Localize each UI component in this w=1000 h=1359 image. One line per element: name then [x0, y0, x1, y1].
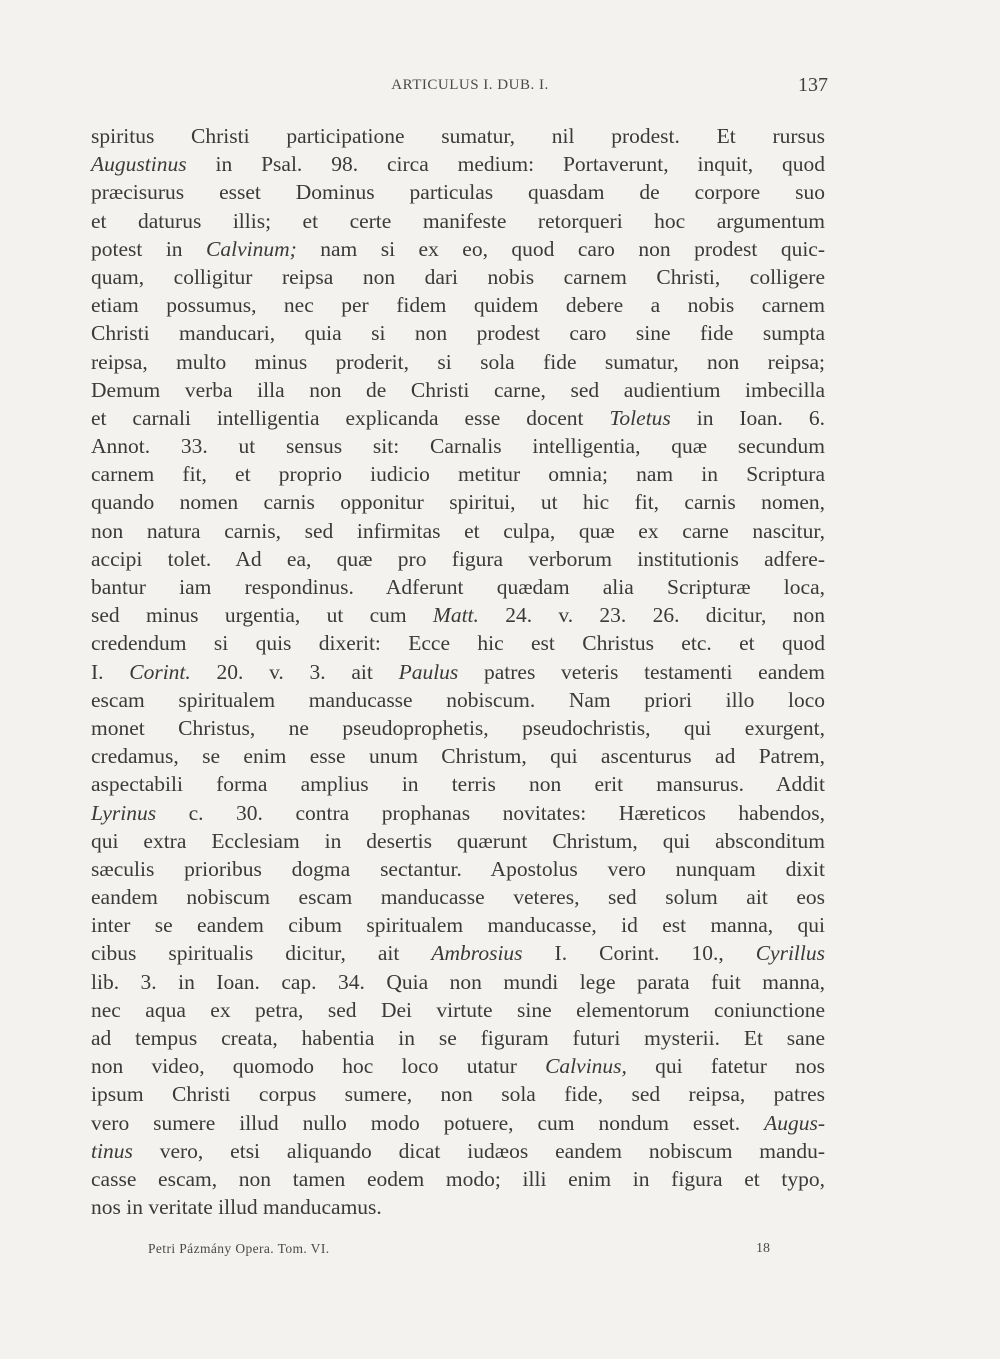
text-line: quam, colligitur reipsa non dari nobis carnem Christi, colligere	[91, 264, 825, 289]
text-line: non video, quomodo hoc loco utatur Calvinus, qui fatetur nos	[91, 1054, 825, 1079]
text-line: præcisurus esset Dominus particulas quasdam de corpore suo	[91, 180, 825, 205]
text-line: non natura carnis, sed infirmitas et culpa, quæ ex carne nascitur,	[91, 518, 825, 543]
text-line: vero sumere illud nullo modo potuere, cum nondum esset. Augus-	[91, 1110, 825, 1135]
running-title: ARTICULUS I. DUB. I.	[391, 77, 549, 93]
text-line: ipsum Christi corpus sumere, non sola fide, sed reipsa, patres	[91, 1082, 825, 1107]
text-line: spiritus Christi participatione sumatur, nil prodest. Et rursus	[91, 124, 825, 148]
text-line: qui extra Ecclesiam in desertis quærunt Christum, qui absconditum	[91, 828, 825, 853]
text-line: ad tempus creata, habentia in se figuram futuri mysterii. Et sane	[91, 1026, 825, 1050]
text-line: inter se eandem cibum spiritualem manducasse, id est manna, qui	[91, 913, 825, 938]
text-line: Christi manducari, quia si non prodest caro sine fide sumpta	[91, 321, 825, 346]
text-line: potest in Calvinum; nam si ex eo, quod caro non prodest quic-	[91, 236, 825, 261]
text-line: monet Christus, ne pseudoprophetis, pseudochristis, qui exurgent,	[91, 715, 825, 740]
text-line: accipi tolet. Ad ea, quæ pro figura verborum institutionis adfere-	[91, 546, 825, 571]
text-line: etiam possumus, nec per fidem quidem debere a nobis carnem	[91, 293, 825, 318]
text-line: credamus, se enim esse unum Christum, qui ascenturus ad Patrem,	[91, 744, 825, 769]
text-line: escam spiritualem manducasse nobiscum. Nam priori illo loco	[91, 687, 825, 712]
text-line: I. Corint. 20. v. 3. ait Paulus patres veteris testamenti eandem	[91, 659, 825, 684]
text-line: credendum si quis dixerit: Ecce hic est Christus etc. et quod	[91, 631, 825, 656]
text-line: cibus spiritualis dicitur, ait Ambrosius I. Corint. 10., Cyrillus	[91, 941, 825, 966]
text-line: eandem nobiscum escam manducasse veteres, sed solum ait eos	[91, 885, 825, 910]
text-line: reipsa, multo minus proderit, si sola fide sumatur, non reipsa;	[91, 349, 825, 374]
text-line: nos in veritate illud manducamus.	[91, 1195, 382, 1220]
text-line: lib. 3. in Ioan. cap. 34. Quia non mundi lege parata fuit manna,	[91, 969, 825, 994]
text-line: Demum verba illa non de Christi carne, sed audientium imbecilla	[91, 377, 825, 402]
text-line: Annot. 33. ut sensus sit: Carnalis intelligentia, quæ secundum	[91, 434, 825, 459]
text-line: et carnali intelligentia explicanda esse docent Toletus in Ioan. 6.	[91, 405, 825, 430]
text-line: aspectabili forma amplius in terris non erit mansurus. Addit	[91, 772, 825, 797]
text-line: et daturus illis; et certe manifeste retorqueri hoc argumentum	[91, 208, 825, 233]
text-line: casse escam, non tamen eodem modo; illi enim in figura et typo,	[91, 1166, 825, 1191]
text-line: nec aqua ex petra, sed Dei virtute sine elementorum coniunctione	[91, 997, 825, 1022]
text-line: Lyrinus c. 30. contra prophanas novitates: Hæreticos habendos,	[91, 800, 825, 825]
footer-signature-number: 18	[756, 1241, 770, 1256]
text-line: bantur iam respondinus. Adferunt quædam alia Scripturæ loca,	[91, 575, 825, 599]
text-line: sed minus urgentia, ut cum Matt. 24. v. 23. 26. dicitur, non	[91, 603, 825, 628]
footer-signature-text: Petri Pázmány Opera. Tom. VI.	[148, 1241, 330, 1256]
text-line: tinus vero, etsi aliquando dicat iudæos eandem nobiscum mandu-	[91, 1138, 825, 1163]
text-line: quando nomen carnis opponitur spiritui, ut hic fit, carnis nomen,	[91, 490, 825, 515]
body-text	[91, 122, 825, 1221]
page-number: 137	[798, 74, 828, 96]
text-line: sæculis prioribus dogma sectantur. Apostolus vero nunquam dixit	[91, 856, 825, 881]
text-line: Augustinus in Psal. 98. circa medium: Portaverunt, inquit, quod	[91, 152, 825, 177]
text-line: carnem fit, et proprio iudicio metitur omnia; nam in Scriptura	[91, 462, 825, 487]
